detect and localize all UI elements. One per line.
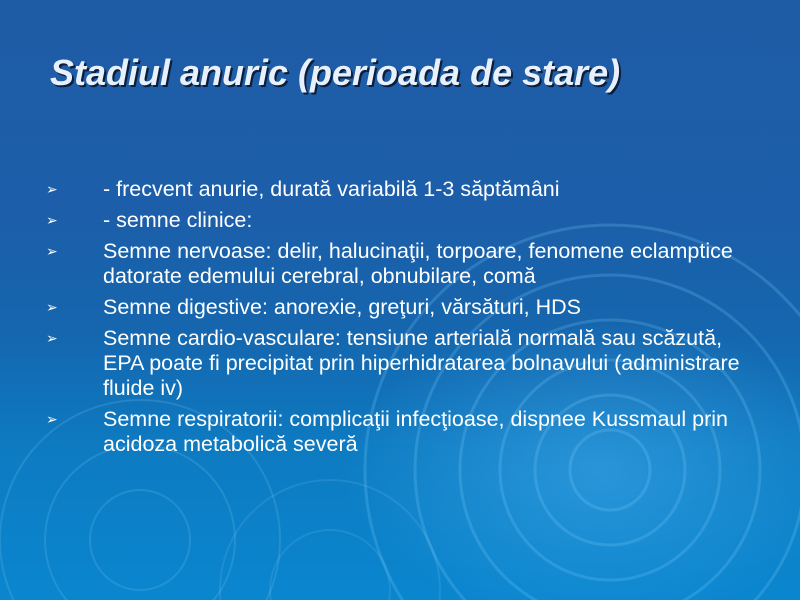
arrow-bullet-icon: ➢ [46,212,58,228]
bullet-item [46,326,766,401]
bullet-text: Semne cardio-vasculare: tensiune arterială normală sau scăzută, EPA poate fi precipitat prin hiperhidratarea bolnavului (administrare fluide iv) [103,326,740,400]
bullet-list [46,177,766,463]
arrow-bullet-icon: ➢ [46,181,58,197]
bullet-item [46,295,766,320]
bullet-item [46,177,766,202]
bullet-item [46,239,766,289]
arrow-bullet-icon: ➢ [46,330,58,346]
bullet-text: Semne nervoase: delir, halucinaţii, torpoare, fenomene eclamptice datorate edemului cerebral, obnubilare, comă [103,239,733,288]
bullet-item [46,208,766,233]
arrow-bullet-icon: ➢ [46,243,58,259]
bullet-text: - frecvent anurie, durată variabilă 1-3 săptămâni [103,177,560,201]
arrow-bullet-icon: ➢ [46,299,58,315]
bullet-text: - semne clinice: [103,208,253,232]
bullet-item [46,407,766,457]
slide-title: Stadiul anuric (perioada de stare) [50,52,621,93]
arrow-bullet-icon: ➢ [46,411,58,427]
bullet-text: Semne respiratorii: complicaţii infecţioase, dispnee Kussmaul prin acidoza metabolică severă [103,407,728,456]
bullet-text: Semne digestive: anorexie, greţuri, vărsături, HDS [103,295,581,319]
